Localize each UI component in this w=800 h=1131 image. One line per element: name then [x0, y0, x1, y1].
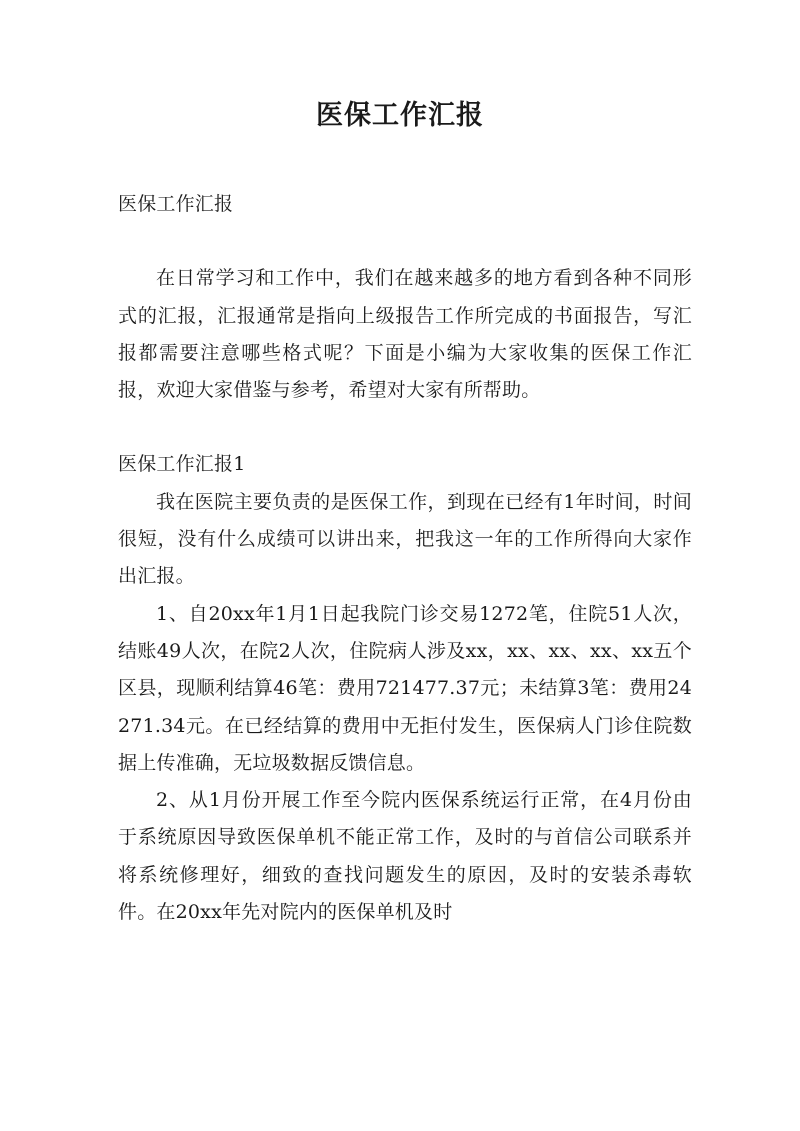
document-title: 医保工作汇报 [316, 100, 484, 131]
document-body [118, 186, 692, 931]
body-paragraph: 2、从1月份开展工作至今院内医保系统运行正常，在4月份由于系统原因导致医保单机不能正常工作，及时的与首信公司联系并将系统修理好，细致的查找问题发生的原因，及时的安装杀毒软件。在20xx年先对院内的医保单机及时 [118, 789, 692, 924]
section-heading: 医保工作汇报1 [118, 453, 246, 476]
document-subtitle: 医保工作汇报 [118, 193, 234, 215]
intro-paragraph: 在日常学习和工作中，我们在越来越多的地方看到各种不同形式的汇报，汇报通常是指向上级报告工作所完成的书面报告，写汇报都需要注意哪些格式呢？下面是小编为大家收集的医保工作汇报，欢迎大家借鉴与参考，希望对大家有所帮助。 [118, 267, 692, 402]
body-paragraph: 我在医院主要负责的是医保工作，到现在已经有1年时间，时间很短，没有什么成绩可以讲出来，把我这一年的工作所得向大家作出汇报。 [118, 490, 692, 588]
body-paragraph: 1、自20xx年1月1日起我院门诊交易1272笔，住院51人次，结账49人次，在院2人次，住院病人涉及xx，xx、xx、xx、xx五个区县，现顺利结算46笔：费用721477.37元；未结算3笔：费用24271.34元。在已经结算的费用中无拒付发生，医保病人门诊住院数据上传准确，无垃圾数据反馈信息。 [118, 602, 692, 774]
